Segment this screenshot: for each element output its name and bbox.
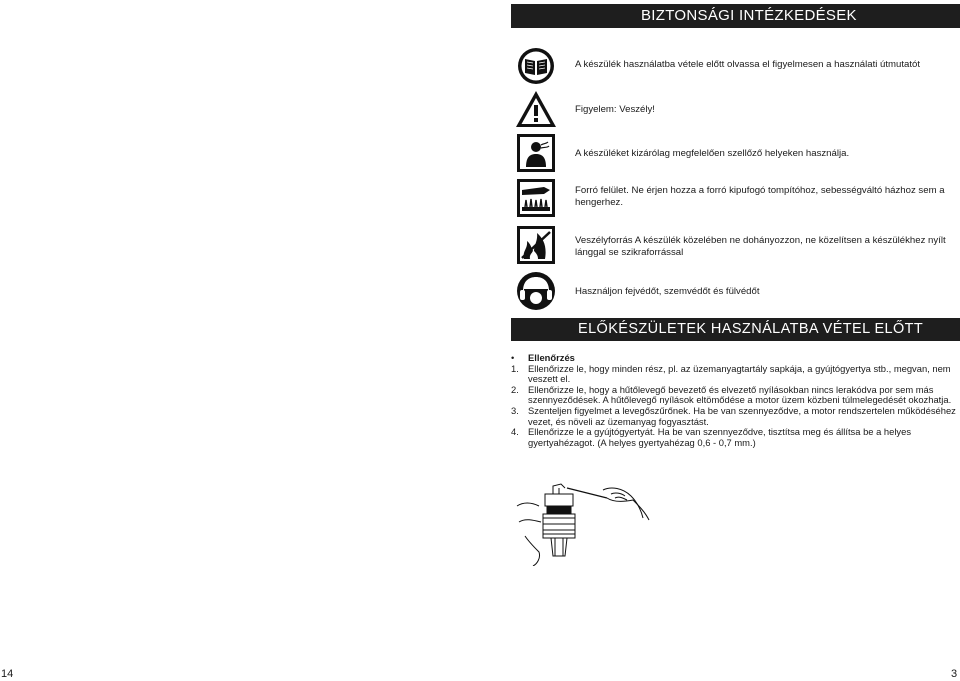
spark-plug-illustration <box>515 476 655 566</box>
bullet-mark: • <box>511 352 515 363</box>
check-heading-row <box>511 353 956 364</box>
item-text: Ellenőrizze le, hogy minden rész, pl. az üzemanyagtartály sapkája, a gyújtógyertya stb., megvan, nem veszett el. <box>528 362 951 385</box>
warning-text: A készülék használatba vétele előtt olvassa el figyelmesen a használati útmutatót <box>575 59 921 70</box>
ventilation-person-icon <box>514 133 558 173</box>
list-item <box>511 364 956 385</box>
item-number: 4. <box>511 426 519 438</box>
safety-header-title: BIZTONSÁGI INTÉZKEDÉSEK <box>641 7 857 24</box>
item-number: 3. <box>511 404 519 416</box>
warning-text: Figyelem: Veszély! <box>575 104 655 115</box>
check-list <box>511 353 956 448</box>
item-text: Ellenőrizze le a gyújtógyertyát. Ha be van szennyeződve, tisztítsa meg és állítsa be a helyes gyertyahézagot. (A helyes gyertyahézag 0,6 - 0,7 mm.) <box>528 426 912 448</box>
warning-text: A készüléket kizárólag megfelelően szellőző helyeken használja. <box>575 148 850 159</box>
manual-book-icon <box>514 46 558 86</box>
item-number: 2. <box>511 383 519 395</box>
page-number-left: 14 <box>1 668 14 680</box>
fire-hazard-icon <box>514 225 558 265</box>
hot-surface-icon <box>514 178 558 218</box>
item-number: 1. <box>511 362 519 374</box>
warning-text: Veszélyforrás A készülék közelében ne dohányozzon, ne közelítsen a készülékhez nyílt lánggal se szikraforrással <box>575 235 946 259</box>
item-text: Ellenőrizze le, hogy a hűtőlevegő bevezető és elvezető nyílásokban nincs lerakódva por sem más szennyeződések. A hűtőlevegő nyílások eltömődése a motor üzem közbeni túlmelegedését okozhatja. <box>528 383 952 406</box>
preparation-section-title: ELŐKÉSZÜLETEK HASZNÁLATBA VÉTEL ELŐTT <box>578 321 924 337</box>
list-item <box>511 427 956 448</box>
item-text: Szenteljen figyelmet a levegőszűrőnek. Ha be van szennyeződve, a motor rendszertelen működéséhez vezet, és növeli az üzemanyag fogyasztást. <box>528 404 956 427</box>
check-heading: Ellenőrzés <box>528 352 575 363</box>
warning-text: Használjon fejvédőt, szemvédőt és fülvédőt <box>575 286 760 297</box>
page-number-right: 3 <box>951 668 958 680</box>
warning-triangle-icon <box>514 89 558 129</box>
protective-gear-icon <box>514 271 558 311</box>
list-item <box>511 406 956 427</box>
warning-text: Forró felület. Ne érjen hozza a forró kipufogó tompítóhoz, sebességváltó házhoz sem a hengerhez. <box>575 185 945 209</box>
preparation-section-bar <box>511 318 960 341</box>
list-item <box>511 385 956 406</box>
safety-header-bar <box>511 4 960 28</box>
